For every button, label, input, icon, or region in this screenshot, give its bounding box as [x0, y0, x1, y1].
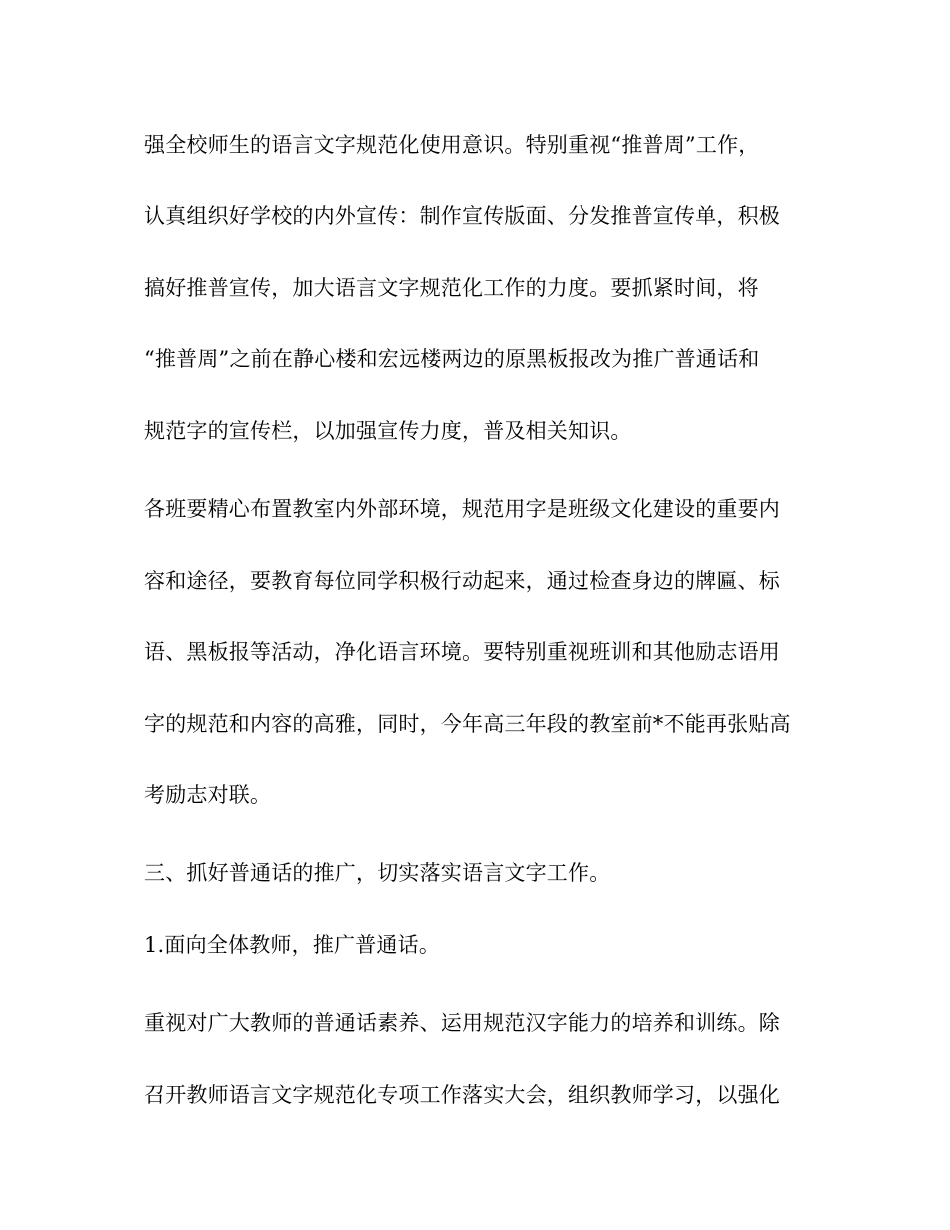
subsection-heading: 1.面向全体教师，推广普通话。: [144, 933, 441, 957]
text-line: 搞好推普宣传，加大语言文字规范化工作的力度。要抓紧时间，将: [144, 276, 759, 300]
text-line: 考励志对联。: [144, 783, 272, 807]
text-line: 语、黑板报等活动，净化语言环境。要特别重视班训和其他励志语用: [144, 640, 780, 664]
text-line: “推普周”之前在静心楼和宏远楼两边的原黑板报改为推广普通话和: [144, 347, 760, 371]
section-heading: 三、抓好普通话的推广，切实落实语言文字工作。: [144, 861, 611, 885]
text-line: 各班要精心布置教室内外部环境，规范用字是班级文化建设的重要内: [144, 497, 780, 521]
text-line: 容和途径，要教育每位同学积极行动起来，通过检查身边的牌匾、标: [144, 569, 780, 593]
text-line: 规范字的宣传栏，以加强宣传力度，普及相关知识。: [144, 419, 632, 443]
text-line: 认真组织好学校的内外宣传：制作宣传版面、分发推普宣传单，积极: [144, 204, 780, 228]
text-line: 字的规范和内容的高雅，同时，今年高三年段的教室前*不能再张贴高: [144, 712, 791, 736]
text-line: 强全校师生的语言文字规范化使用意识。特别重视“推普周”工作，: [144, 133, 760, 157]
text-line: 重视对广大教师的普通话素养、运用规范汉字能力的培养和训练。除: [144, 1011, 780, 1035]
text-line: 召开教师语言文字规范化专项工作落实大会，组织教师学习，以强化: [144, 1083, 780, 1107]
